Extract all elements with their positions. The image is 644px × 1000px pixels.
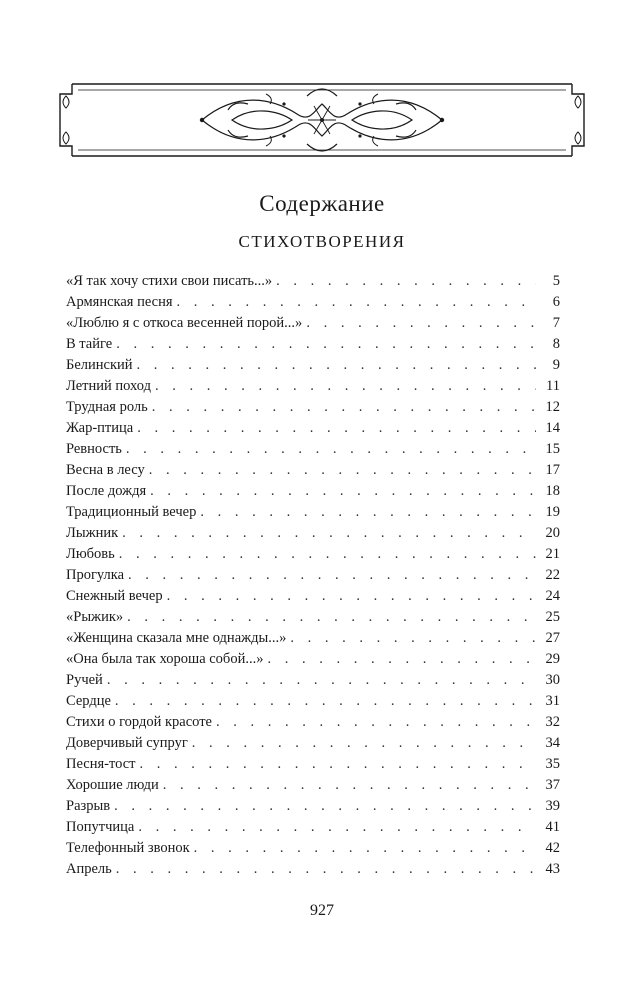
toc-entry-title: «Я так хочу стихи свои писать...» bbox=[66, 273, 273, 289]
toc-entry-page: 8 bbox=[552, 336, 560, 352]
toc-entry-page: 29 bbox=[545, 651, 560, 667]
toc-entry bbox=[66, 376, 560, 397]
dot-leader bbox=[155, 376, 536, 397]
dot-leader bbox=[290, 628, 536, 649]
toc-entry-title: В тайге bbox=[66, 336, 113, 352]
dot-leader bbox=[127, 607, 536, 628]
dot-leader bbox=[126, 439, 536, 460]
dot-leader bbox=[140, 754, 537, 775]
toc-entry-page: 42 bbox=[545, 840, 560, 856]
toc-entry bbox=[66, 334, 560, 355]
toc-entry bbox=[66, 838, 560, 859]
toc-entry-title: Весна в лесу bbox=[66, 462, 145, 478]
toc-entry-title: Лыжник bbox=[66, 525, 119, 541]
toc-entry bbox=[66, 271, 560, 292]
toc-entry bbox=[66, 628, 560, 649]
toc-entry-page: 27 bbox=[545, 630, 560, 646]
toc-entry-title: «Она была так хороша собой...» bbox=[66, 651, 264, 667]
dot-leader bbox=[149, 460, 536, 481]
toc-entry-title: Трудная роль bbox=[66, 399, 148, 415]
dot-leader bbox=[267, 649, 536, 670]
toc-entry bbox=[66, 796, 560, 817]
toc-entry-title: Ручей bbox=[66, 672, 103, 688]
toc-entry-page: 24 bbox=[545, 588, 560, 604]
toc-entry bbox=[66, 754, 560, 775]
toc-entry-page: 35 bbox=[545, 756, 560, 772]
toc-entry-page: 21 bbox=[545, 546, 560, 562]
toc-entry-title: Летний поход bbox=[66, 378, 151, 394]
toc-entry-title: Попутчица bbox=[66, 819, 135, 835]
dot-leader bbox=[107, 670, 536, 691]
toc-entry bbox=[66, 355, 560, 376]
toc-entry-title: Песня-тост bbox=[66, 756, 136, 772]
dot-leader bbox=[192, 733, 536, 754]
dot-leader bbox=[200, 502, 536, 523]
toc-entry-page: 6 bbox=[552, 294, 560, 310]
toc-entry-title: Ревность bbox=[66, 441, 122, 457]
toc-entry-title: Хорошие люди bbox=[66, 777, 159, 793]
toc-entry-title: Жар-птица bbox=[66, 420, 134, 436]
toc-entry-title: Прогулка bbox=[66, 567, 125, 583]
toc-entry-page: 37 bbox=[545, 777, 560, 793]
dot-leader bbox=[128, 565, 536, 586]
dot-leader bbox=[115, 691, 536, 712]
toc-entry-page: 15 bbox=[545, 441, 560, 457]
toc-entry bbox=[66, 460, 560, 481]
toc-entry bbox=[66, 691, 560, 712]
toc-entry-title: Стихи о гордой красоте bbox=[66, 714, 212, 730]
dot-leader bbox=[163, 775, 536, 796]
toc-entry-title: «Люблю я с откоса весенней порой...» bbox=[66, 315, 303, 331]
dot-leader bbox=[152, 397, 536, 418]
toc-entry-page: 5 bbox=[552, 273, 560, 289]
dot-leader bbox=[150, 481, 536, 502]
toc-entry-page: 12 bbox=[545, 399, 560, 415]
toc-entry bbox=[66, 859, 560, 880]
dot-leader bbox=[194, 838, 536, 859]
dot-leader bbox=[276, 271, 536, 292]
toc-entry bbox=[66, 439, 560, 460]
dot-leader bbox=[177, 292, 536, 313]
decorative-frame-icon bbox=[52, 66, 592, 174]
toc-entry-page: 19 bbox=[545, 504, 560, 520]
dot-leader bbox=[122, 523, 536, 544]
toc-entry-page: 30 bbox=[545, 672, 560, 688]
toc-entry-page: 18 bbox=[545, 483, 560, 499]
toc-entry bbox=[66, 586, 560, 607]
toc-entry-page: 11 bbox=[546, 378, 560, 394]
toc-entry-title: «Женщина сказала мне однажды...» bbox=[66, 630, 287, 646]
toc-entry bbox=[66, 544, 560, 565]
dot-leader bbox=[137, 418, 536, 439]
dot-leader bbox=[167, 586, 536, 607]
toc-entry-title: Апрель bbox=[66, 861, 112, 877]
toc-entry-title: После дождя bbox=[66, 483, 147, 499]
toc-entry bbox=[66, 397, 560, 418]
toc-entry-page: 14 bbox=[545, 420, 560, 436]
toc-entry-title: Любовь bbox=[66, 546, 115, 562]
dot-leader bbox=[114, 796, 536, 817]
toc-entry-page: 34 bbox=[545, 735, 560, 751]
page-number: 927 bbox=[310, 902, 334, 919]
dot-leader bbox=[216, 712, 536, 733]
toc-entry-page: 32 bbox=[545, 714, 560, 730]
toc-entry-page: 25 bbox=[545, 609, 560, 625]
toc-entry-page: 41 bbox=[545, 819, 560, 835]
toc-entry bbox=[66, 292, 560, 313]
toc-entry-page: 39 bbox=[545, 798, 560, 814]
toc-entry bbox=[66, 523, 560, 544]
toc-entry-page: 31 bbox=[545, 693, 560, 709]
dot-leader bbox=[137, 355, 536, 376]
toc-entry bbox=[66, 670, 560, 691]
table-of-contents bbox=[66, 271, 560, 880]
toc-entry-title: Доверчивый супруг bbox=[66, 735, 188, 751]
toc-entry-title: Армянская песня bbox=[66, 294, 173, 310]
toc-entry-title: «Рыжик» bbox=[66, 609, 124, 625]
dot-leader bbox=[138, 817, 536, 838]
toc-entry-page: 17 bbox=[545, 462, 560, 478]
toc-entry bbox=[66, 817, 560, 838]
toc-entry bbox=[66, 418, 560, 439]
dot-leader bbox=[116, 334, 536, 355]
toc-entry-title: Белинский bbox=[66, 357, 133, 373]
page-title: Содержание bbox=[259, 191, 385, 216]
toc-entry-title: Телефонный звонок bbox=[66, 840, 190, 856]
toc-entry-page: 43 bbox=[545, 861, 560, 877]
toc-entry bbox=[66, 775, 560, 796]
toc-entry bbox=[66, 649, 560, 670]
toc-entry bbox=[66, 313, 560, 334]
toc-entry-page: 7 bbox=[552, 315, 560, 331]
toc-entry-title: Традиционный вечер bbox=[66, 504, 197, 520]
toc-entry bbox=[66, 712, 560, 733]
dot-leader bbox=[119, 544, 536, 565]
section-title: СТИХОТВОРЕНИЯ bbox=[238, 232, 406, 251]
toc-entry-title: Снежный вечер bbox=[66, 588, 163, 604]
toc-entry-title: Сердце bbox=[66, 693, 111, 709]
toc-entry bbox=[66, 502, 560, 523]
toc-entry bbox=[66, 481, 560, 502]
toc-entry-page: 9 bbox=[552, 357, 560, 373]
toc-entry bbox=[66, 733, 560, 754]
toc-entry-page: 22 bbox=[545, 567, 560, 583]
dot-leader bbox=[116, 859, 536, 880]
dot-leader bbox=[306, 313, 536, 334]
toc-entry bbox=[66, 565, 560, 586]
toc-entry-title: Разрыв bbox=[66, 798, 111, 814]
toc-entry-page: 20 bbox=[545, 525, 560, 541]
toc-entry bbox=[66, 607, 560, 628]
